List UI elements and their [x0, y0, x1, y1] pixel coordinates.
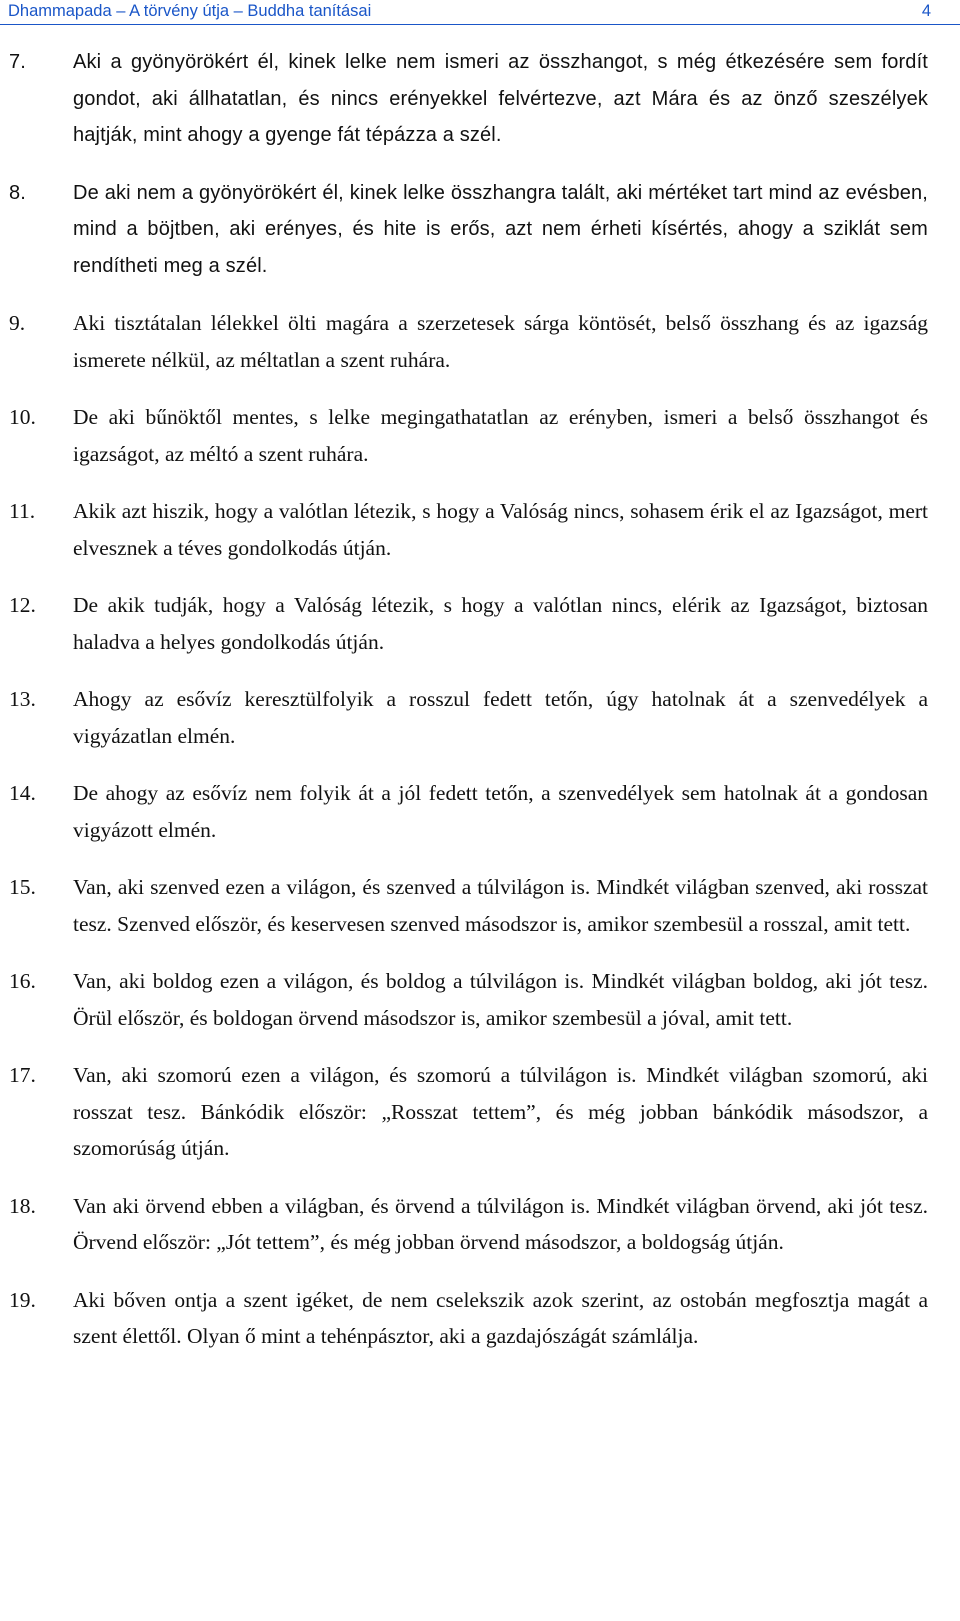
verse-text: Aki a gyönyörökért él, kinek lelke nem ismeri az összhangot, s még étkezésére sem fordít gondot, aki állhatatlan, és nincs erényekkel felvértezve, azt Mára és az önző szeszélyek hajtják, mint ahogy a gyenge fát tépázza a szél. [73, 51, 928, 146]
verse [0, 587, 960, 660]
verse-number: 16. [9, 969, 36, 993]
verse-number: 14. [9, 781, 36, 805]
verse-text: Aki bőven ontja a szent igéket, de nem cselekszik azok szerint, az ostobán megfosztja magát a szent élettől. Olyan ő mint a tehénpásztor, aki a gazdajószágát számlálja. [73, 1287, 928, 1348]
document-title: Dhammapada – A törvény útja – Buddha tanításai [8, 2, 372, 20]
verse-text: De aki bűnöktől mentes, s lelke megingathatatlan az erényben, ismeri a belső összhangot és igazságot, az méltó a szent ruhára. [73, 405, 928, 466]
verse [0, 399, 960, 472]
verse-text: Aki tisztátalan lélekkel ölti magára a szerzetesek sárga köntösét, belső összhang és az igazság ismerete nélkül, az méltatlan a szent ruhára. [73, 311, 928, 372]
verse [0, 775, 960, 848]
verse-text: Van aki örvend ebben a világban, és örvend a túlvilágon is. Mindkét világban örvend, aki jót tesz. Örvend először: „Jót tettem”, és még jobban örvend másodszor, a boldogság útján. [73, 1193, 928, 1254]
verse [0, 869, 960, 942]
verse-number: 10. [9, 405, 36, 429]
verse [0, 681, 960, 754]
verse-list [0, 44, 960, 1376]
verse-number: 15. [9, 875, 36, 899]
verse [0, 44, 960, 154]
verse-number: 18. [9, 1193, 36, 1218]
verse [0, 305, 960, 378]
verse-text: De akik tudják, hogy a Valóság létezik, s hogy a valótlan nincs, elérik az Igazságot, biztosan haladva a helyes gondolkodás útján. [73, 593, 928, 654]
page-header [0, 0, 960, 25]
verse-text: Akik azt hiszik, hogy a valótlan létezik, s hogy a Valóság nincs, sohasem érik el az Igazságot, mert elvesznek a téves gondolkodás útján. [73, 499, 928, 560]
verse [0, 963, 960, 1036]
verse-number: 8. [9, 181, 26, 204]
verse-text: De ahogy az esővíz nem folyik át a jól fedett tetőn, a szenvedélyek sem hatolnak át a gondosan vigyázott elmén. [73, 781, 928, 842]
verse [0, 1057, 960, 1167]
verse-number: 13. [9, 687, 36, 711]
verse-number: 17. [9, 1063, 36, 1087]
page-number: 4 [921, 2, 931, 20]
verse-number: 12. [9, 593, 36, 617]
verse-text: Ahogy az esővíz keresztülfolyik a rosszul fedett tetőn, úgy hatolnak át a szenvedélyek a vigyázatlan elmén. [73, 687, 928, 748]
verse-text: De aki nem a gyönyörökért él, kinek lelke összhangra talált, aki mértéket tart mind az evésben, mind a böjtben, aki erényes, és hite is erős, azt nem érheti kísértés, ahogy a sziklát sem rendítheti meg a szél. [73, 181, 928, 277]
verse-text: Van, aki szomorú ezen a világon, és szomorú a túlvilágon is. Mindkét világban szomorú, aki rosszat tesz. Bánkódik először: „Rosszat tettem”, és még jobban bánkódik másodszor, a szomorúság útján. [73, 1063, 928, 1160]
verse-text: Van, aki szenved ezen a világon, és szenved a túlvilágon is. Mindkét világban szenved, aki rosszat tesz. Szenved először, és keservesen szenved másodszor is, amikor szembesül a rosszal, amit tett. [73, 875, 928, 936]
verse-number: 7. [9, 51, 26, 73]
verse-number: 19. [9, 1287, 36, 1312]
verse-number: 11. [9, 499, 36, 523]
verse-number: 9. [9, 311, 26, 335]
verse [0, 1188, 960, 1261]
verse [0, 1282, 960, 1355]
verse [0, 493, 960, 566]
verse [0, 175, 960, 285]
verse-text: Van, aki boldog ezen a világon, és boldog a túlvilágon is. Mindkét világban boldog, aki jót tesz. Örül először, és boldogan örvend másodszor is, amikor szembesül a jóval, amit tett. [73, 969, 928, 1030]
